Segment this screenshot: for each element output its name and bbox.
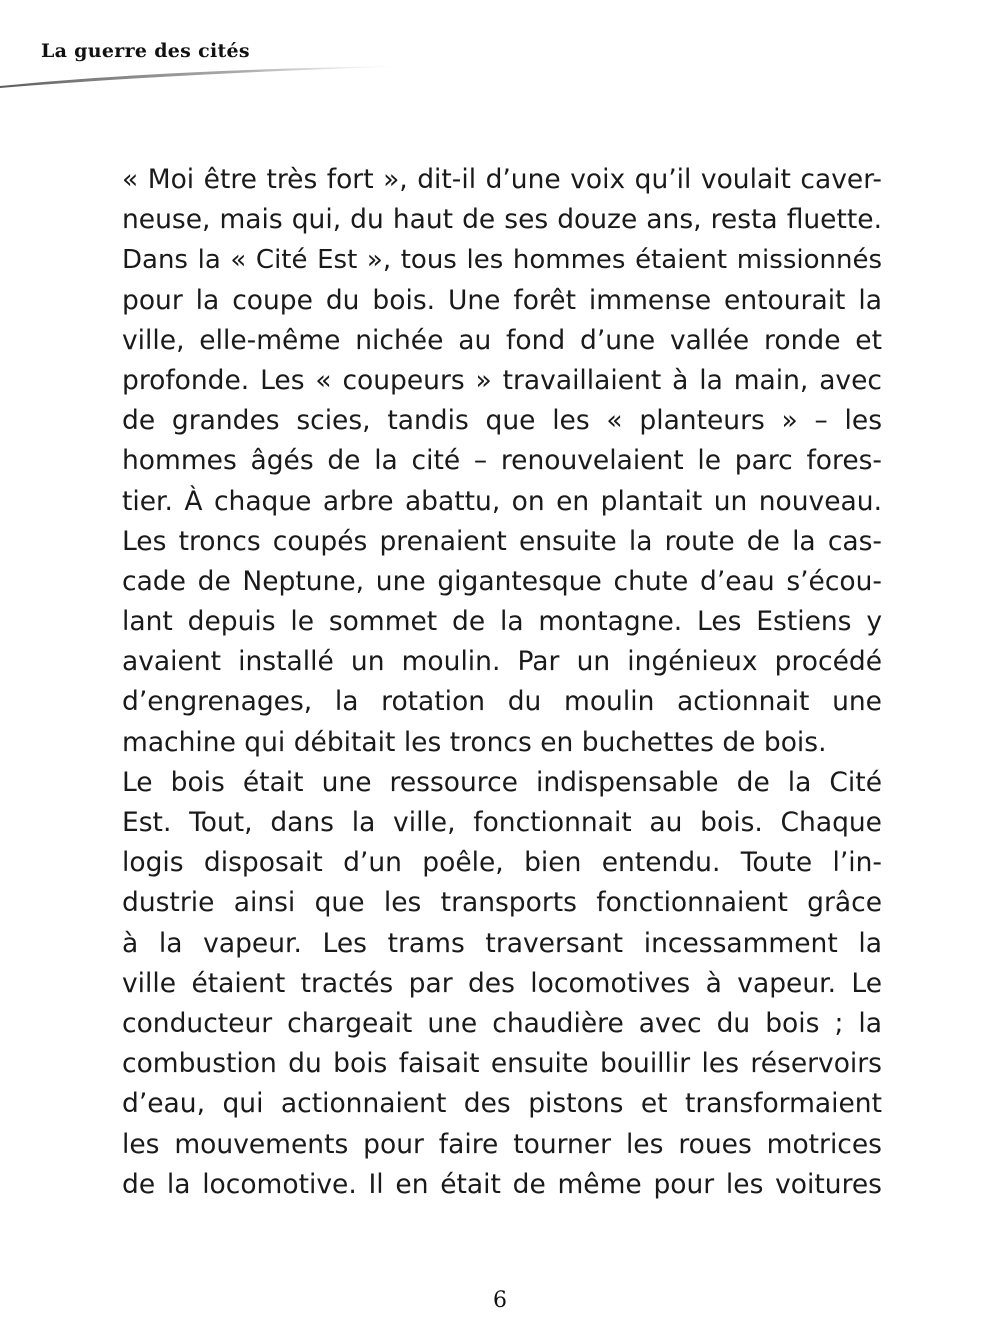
running-title: La guerre des cités [41,40,250,62]
text-line: logis disposait d’un poêle, bien entendu. Toute l’in- [122,847,882,879]
text-line: pour la coupe du bois. Une forêt immense entourait la [122,284,882,316]
text-line: ville étaient tractés par des locomotives à vapeur. Le [122,967,882,999]
text-line: « Moi être très fort », dit-il d’une voix qu’il voulait caver- [122,164,882,195]
text-line: Le bois était une ressource indispensable de la Cité [122,766,882,798]
text-line: neuse, mais qui, du haut de ses douze ans, resta fluette. [122,204,882,236]
text-line: de la locomotive. Il en était de même pour les voitures [122,1168,882,1200]
text-line: tier. À chaque arbre abattu, on en plantait un nouveau. [122,485,882,517]
text-line: ville, elle-même nichée au fond d’une vallée ronde et [122,324,882,356]
text-line: cade de Neptune, une gigantesque chute d’eau s’écou- [122,565,882,597]
text-line: d’engrenages, la rotation du moulin actionnait une [122,686,882,718]
page-number: 6 [493,1288,507,1313]
text-line: Dans la « Cité Est », tous les hommes étaient missionnés [122,245,882,276]
text-line: d’eau, qui actionnaient des pistons et transformaient [122,1088,882,1120]
text-line: conducteur chargeait une chaudière avec du bois ; la [122,1007,882,1039]
text-line: profonde. Les « coupeurs » travaillaient à la main, avec [122,364,882,396]
header-swoosh-rule [0,60,420,92]
text-line: machine qui débitait les troncs en buchettes de bois. [122,726,827,758]
text-line: à la vapeur. Les trams traversant incessamment la [122,927,882,959]
text-line: lant depuis le sommet de la montagne. Les Estiens y [122,606,882,638]
text-line: Est. Tout, dans la ville, fonctionnait au bois. Chaque [122,807,882,838]
text-line: avaient installé un moulin. Par un ingénieux procédé [122,646,882,678]
body-text [122,160,882,1205]
text-line: les mouvements pour faire tourner les roues motrices [122,1128,882,1160]
text-line: combustion du bois faisait ensuite bouillir les réservoirs [122,1048,882,1080]
text-line: Les troncs coupés prenaient ensuite la route de la cas- [122,525,882,557]
text-line: hommes âgés de la cité – renouvelaient le parc fores- [122,445,882,477]
text-line: de grandes scies, tandis que les « planteurs » – les [122,405,882,437]
text-line: dustrie ainsi que les transports fonctionnaient grâce [122,887,882,919]
